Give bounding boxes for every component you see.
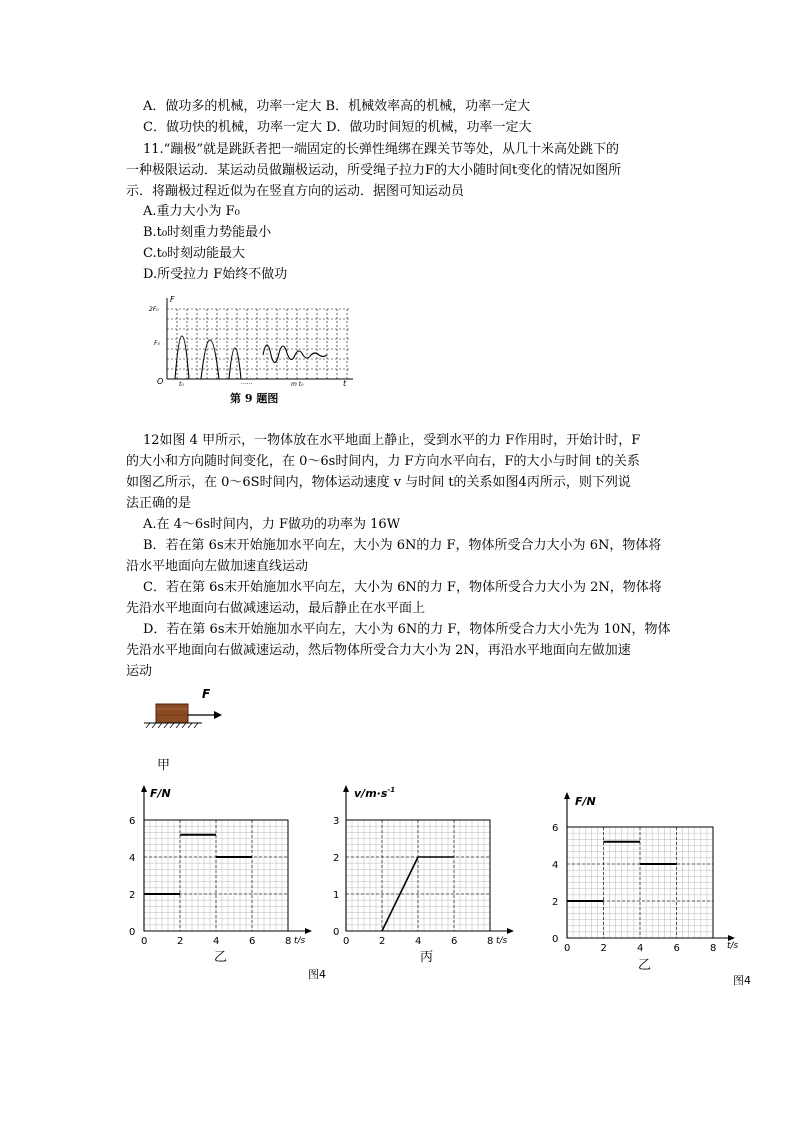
q12-stem-3: 如图乙所示，在 0～6S时间内，物体运动速度 v 与时间 t的关系如图4丙所示，则下列说 — [126, 475, 631, 490]
graph-yi-2 — [545, 790, 739, 954]
bungee-force-graph — [149, 295, 355, 388]
q11-option-c: C.t₀时刻动能最大 — [143, 246, 246, 261]
q12-stem-4: 法正确的是 — [126, 496, 192, 511]
x-tick-label: 6 — [249, 936, 256, 947]
bungee-xtick-dots: ...... — [241, 379, 253, 386]
bungee-y-label: F — [170, 295, 175, 304]
bungee-x-label: t — [343, 379, 347, 388]
x-tick-label: 4 — [415, 936, 422, 947]
x-tick-label: 8 — [710, 943, 717, 954]
graph-yi-2-caption: 乙 — [638, 958, 652, 973]
x-tick-label: 8 — [285, 936, 292, 947]
q12-option-b-2: 沿水平地面向左做加速直线运动 — [126, 559, 309, 574]
q12-option-c-1: C．若在第 6s末开始施加水平向左，大小为 6N的力 F，物体所受合力大小为 2N，物体将 — [143, 580, 662, 595]
figure-4-label-2: 图4 — [733, 974, 751, 987]
bungee-origin: O — [157, 377, 164, 386]
x-tick-label: 6 — [451, 936, 458, 947]
bungee-force-curve — [175, 336, 327, 379]
q12-option-d-2: 先沿水平地面向右做减速运动，然后物体所受合力大小为 2N，再沿水平地面向左做加速 — [126, 643, 631, 658]
y-tick-label: 2 — [333, 853, 340, 864]
yi-y-label: F/N — [150, 787, 171, 800]
y-tick-label: 6 — [129, 816, 136, 827]
bungee-xtick-t0: t₀ — [179, 381, 184, 388]
y-tick-label: 2 — [129, 890, 136, 901]
y-tick-label: 4 — [129, 853, 136, 864]
x-tick-label: 2 — [177, 936, 184, 947]
yi2-y-label: F/N — [575, 795, 596, 808]
bungee-xtick-mt0: m t₀ — [291, 381, 304, 388]
graph-bing — [330, 785, 520, 947]
bing-y-label — [354, 786, 395, 800]
q11-option-a: A.重力大小为 F₀ — [143, 204, 240, 219]
bungee-ytick-2f0: 2F₀ — [149, 306, 159, 313]
x-tick-label: 2 — [600, 943, 607, 954]
x-tick-label: 0 — [141, 936, 148, 947]
q11-stem-2: 一种极限运动．某运动员做蹦极运动，所受绳子拉力F的大小随时间t变化的情况如图所 — [126, 163, 622, 178]
q10-options-cd: C．做功快的机械，功率一定大 D．做功时间短的机械，功率一定大 — [143, 120, 532, 135]
y-tick-label: 2 — [552, 897, 559, 908]
figure-4-label-1: 图4 — [308, 968, 326, 981]
yi2-x-label: t/s — [727, 941, 739, 951]
y-tick-label: 0 — [129, 927, 136, 938]
q11-stem-1: 11.“蹦极”就是跳跃者把一端固定的长弹性绳绑在踝关节等处，从几十米高处跳下的 — [143, 142, 619, 157]
bing-y-label-sup: -1 — [387, 786, 396, 794]
bing-x-label: t/s — [496, 936, 508, 946]
q12-option-c-2: 先沿水平地面向右做减速运动，最后静止在水平面上 — [126, 601, 426, 616]
q11-option-b: B.t₀时刻重力势能最小 — [143, 225, 272, 240]
ground-hatch — [146, 723, 198, 728]
y-tick-label: 4 — [552, 860, 559, 871]
q12-option-b-1: B．若在第 6s末开始施加水平向左，大小为 6N的力 F，物体所受合力大小为 6N，物体将 — [143, 538, 662, 553]
x-tick-label: 2 — [379, 936, 386, 947]
block-force-figure — [140, 685, 240, 735]
graph-yi-caption: 乙 — [214, 950, 228, 965]
x-tick-label: 4 — [213, 936, 220, 947]
q10-options-ab: A．做功多的机械，功率一定大 B．机械效率高的机械，功率一定大 — [143, 99, 531, 114]
block — [156, 704, 188, 723]
y-tick-label: 0 — [552, 934, 559, 945]
q11-figure-caption: 第 9 题图 — [230, 392, 279, 405]
y-tick-label: 1 — [333, 890, 340, 901]
q12-stem-1: 12如图 4 甲所示，一物体放在水平地面上静止，受到水平的力 F作用时，开始计时，F — [143, 433, 641, 448]
graph-yi — [122, 785, 312, 947]
q11-stem-3: 示．将蹦极过程近似为在竖直方向的运动．据图可知运动员 — [126, 184, 465, 199]
bing-y-label-main: v/m·s — [354, 787, 388, 800]
x-tick-label: 6 — [673, 943, 680, 954]
y-tick-label: 3 — [333, 816, 340, 827]
force-arrowhead — [214, 711, 222, 719]
q12-option-d-3: 运动 — [126, 664, 153, 679]
graph-bing-caption: 丙 — [420, 950, 434, 965]
q12-option-a: A.在 4～6s时间内，力 F做功的功率为 16W — [143, 517, 401, 532]
figure-jia-caption: 甲 — [157, 758, 171, 773]
yi-x-label: t/s — [294, 936, 306, 946]
x-tick-label: 0 — [343, 936, 350, 947]
bungee-grid — [167, 309, 350, 379]
q12-stem-2: 的大小和方向随时间变化，在 0～6s时间内，力 F方向水平向右，F的大小与时间 t的关系 — [126, 454, 640, 469]
x-tick-label: 4 — [637, 943, 644, 954]
bungee-ytick-f0: F₀ — [154, 340, 160, 347]
x-tick-label: 8 — [487, 936, 494, 947]
x-tick-label: 0 — [564, 943, 571, 954]
q11-option-d: D.所受拉力 F始终不做功 — [143, 267, 288, 282]
q12-option-d-1: D．若在第 6s末开始施加水平向左，大小为 6N的力 F，物体所受合力大小先为 10N，物体 — [143, 622, 671, 637]
y-tick-label: 6 — [552, 823, 559, 834]
y-tick-label: 0 — [333, 927, 340, 938]
force-label: F — [202, 687, 211, 701]
